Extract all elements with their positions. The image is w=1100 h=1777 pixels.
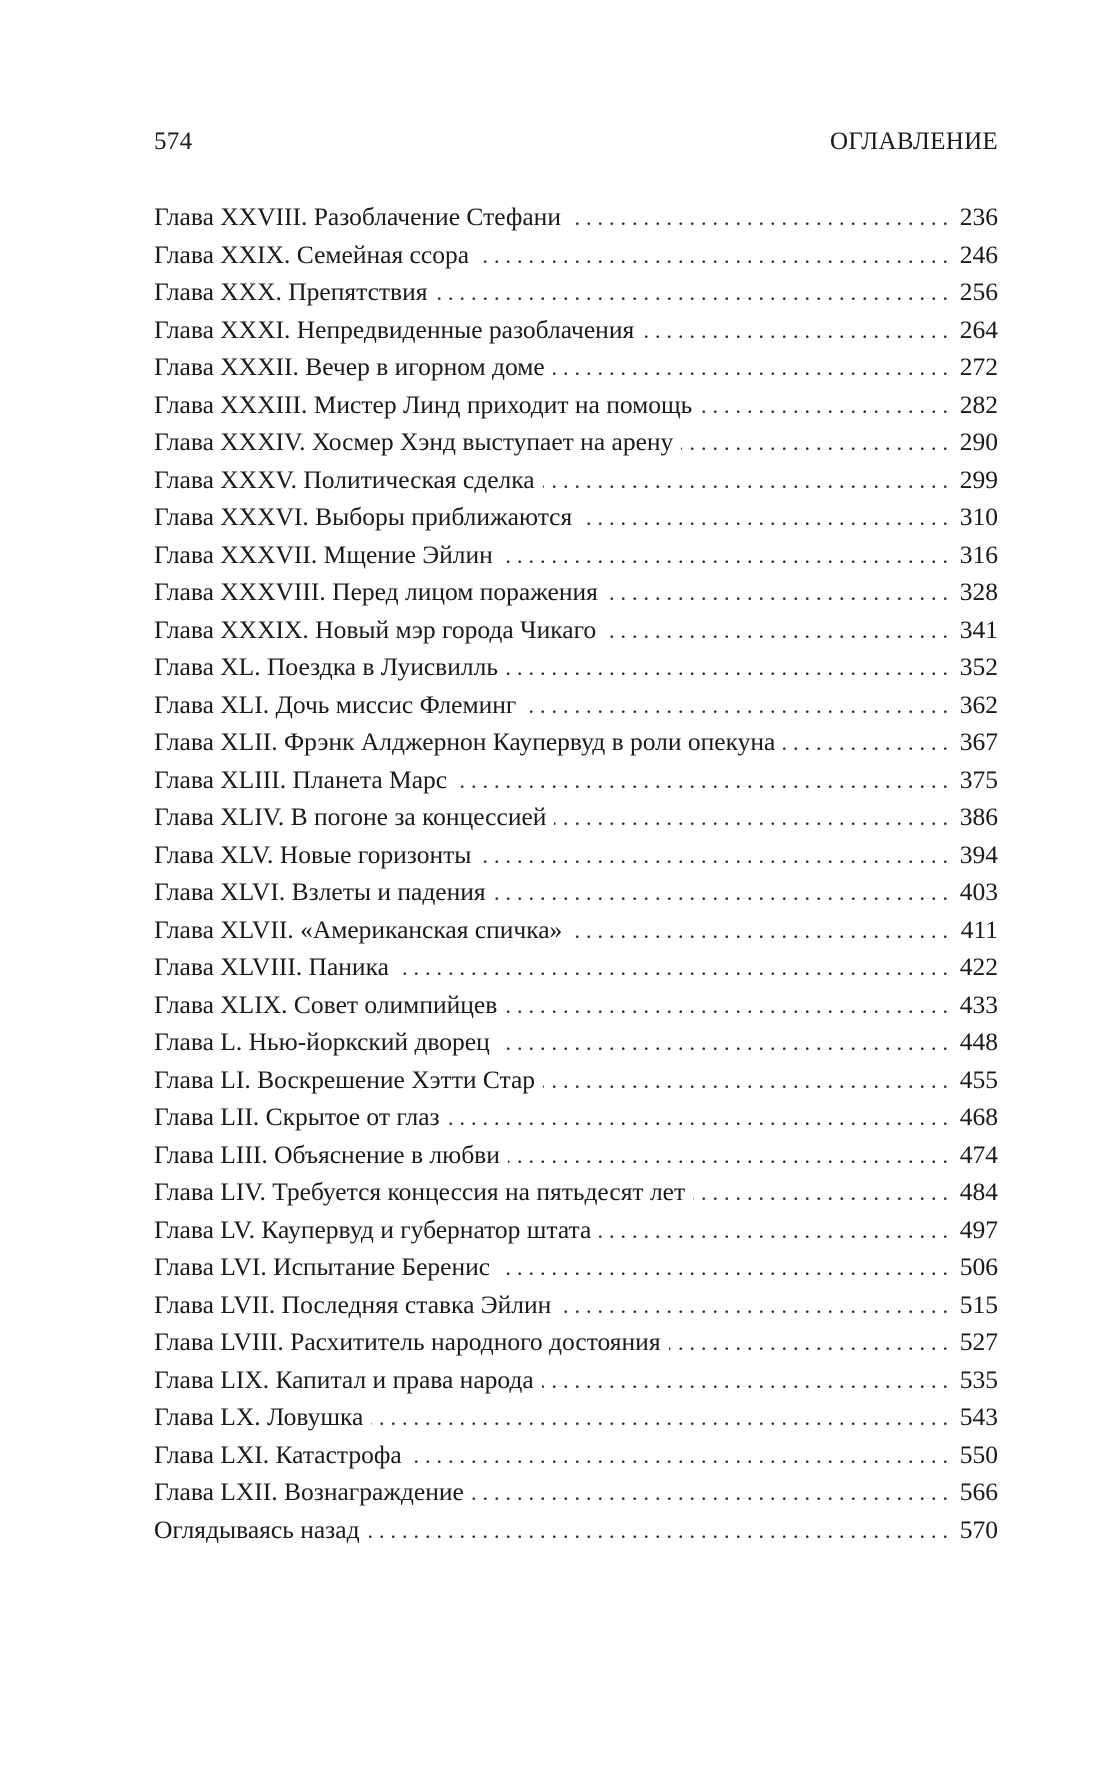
- toc-entry-title: Глава XL. Поездка в Луисвилль: [154, 652, 498, 681]
- dot-leader: [783, 724, 948, 762]
- dot-leader: [700, 387, 948, 425]
- toc-entry: [154, 1061, 998, 1099]
- toc-entry-title: Глава LIII. Объяснение в любви: [154, 1139, 500, 1169]
- toc-entry-title: Глава XLIV. В погоне за концессией: [154, 802, 547, 831]
- toc-entry-title: Глава XLVI. Взлеты и падения: [154, 877, 486, 906]
- toc-entry-title: Глава XLII. Фрэнк Алджернон Каупервуд в роли опекуна: [154, 727, 776, 756]
- toc-entry-page: 422: [959, 952, 998, 981]
- toc-entry-title: Глава XXXIII. Мистер Линд приходит на помощь: [154, 389, 693, 419]
- toc-entry: [154, 1511, 998, 1549]
- dot-leader: [599, 1212, 948, 1250]
- toc-entry: [154, 498, 998, 536]
- toc-entry-page: 550: [959, 1439, 998, 1469]
- toc-entry-title: Глава LVIII. Расхититель народного достояния: [154, 1327, 661, 1356]
- dot-leader: [498, 1249, 948, 1287]
- dot-leader: [542, 1362, 948, 1400]
- toc-entry-page: 455: [959, 1064, 998, 1094]
- toc-entry: [154, 573, 998, 611]
- toc-entry-title: Оглядываясь назад: [154, 1514, 360, 1544]
- dot-leader: [569, 199, 948, 237]
- toc-entry-title: Глава LXI. Катастрофа: [154, 1439, 402, 1469]
- toc-entry-page: 448: [959, 1027, 998, 1056]
- toc-entry-page: 386: [959, 802, 998, 831]
- toc-entry-title: Глава L. Нью-йоркский дворец: [154, 1027, 490, 1056]
- toc-entry-page: 433: [959, 989, 998, 1019]
- toc-entry: [154, 386, 998, 424]
- dot-leader: [479, 837, 948, 875]
- dot-leader: [553, 349, 948, 387]
- toc-entry: [154, 273, 998, 311]
- toc-entry-page: 367: [959, 727, 998, 756]
- running-title: ОГЛАВЛЕНИЕ: [830, 128, 998, 155]
- dot-leader: [455, 762, 948, 800]
- toc-entry: [154, 1136, 998, 1174]
- toc-entry-title: Глава LIX. Капитал и права народа: [154, 1364, 534, 1394]
- toc-entry: [154, 1098, 998, 1136]
- toc-entry-page: 352: [959, 652, 998, 681]
- toc-entry: [154, 1173, 998, 1211]
- dot-leader: [397, 949, 948, 987]
- dot-leader: [501, 537, 948, 575]
- toc-entry: [154, 1248, 998, 1286]
- dot-leader: [371, 1399, 948, 1437]
- toc-entry: [154, 536, 998, 574]
- dot-leader: [604, 612, 948, 650]
- toc-entry-title: Глава LI. Воскрешение Хэтти Стар: [154, 1064, 536, 1094]
- toc-entry: [154, 686, 998, 724]
- toc-entry-page: 411: [960, 914, 998, 944]
- toc-entry-title: Глава LVI. Испытание Беренис: [154, 1252, 491, 1281]
- toc-entry-title: Глава XLI. Дочь миссис Флеминг: [154, 689, 517, 719]
- dot-leader: [508, 1137, 948, 1175]
- dot-leader: [410, 1437, 948, 1475]
- toc-entry-title: Глава XXX. Препятствия: [154, 277, 428, 306]
- dot-leader: [580, 499, 948, 537]
- toc-entry: [154, 873, 998, 911]
- toc-entry-page: 264: [959, 314, 998, 344]
- toc-entry-page: 290: [959, 427, 998, 456]
- toc-entry-title: Глава XXXII. Вечер в игорном доме: [154, 352, 545, 381]
- toc-entry: [154, 1211, 998, 1249]
- dot-leader: [524, 687, 948, 725]
- dot-leader: [498, 1024, 948, 1062]
- toc-entry-title: Глава LIV. Требуется концессия на пятьдесят лет: [154, 1177, 686, 1206]
- dot-leader: [435, 274, 948, 312]
- toc-entry: [154, 911, 998, 949]
- toc-entry-title: Глава LX. Ловушка: [154, 1402, 364, 1431]
- toc-entry-title: Глава XXXIX. Новый мэр города Чикаго: [154, 614, 597, 644]
- toc-entry-page: 484: [959, 1177, 998, 1206]
- toc-entry-title: Глава XXXV. Политическая сделка: [154, 464, 535, 494]
- dot-leader: [477, 237, 948, 275]
- toc-entry-page: 310: [959, 502, 998, 531]
- toc-entry: [154, 836, 998, 874]
- toc-entry-page: 543: [959, 1402, 998, 1431]
- toc-entry-page: 506: [959, 1252, 998, 1281]
- dot-leader: [554, 799, 948, 837]
- toc-entry-page: 328: [959, 577, 998, 606]
- toc-entry-title: Глава XXXI. Непредвиденные разоблачения: [154, 314, 635, 344]
- toc-entry-page: 282: [959, 389, 998, 419]
- dot-leader: [570, 912, 948, 950]
- dot-leader: [559, 1287, 948, 1325]
- toc-entry-title: Глава XXXVIII. Перед лицом поражения: [154, 577, 598, 606]
- toc-entry-page: 474: [959, 1139, 998, 1169]
- dot-leader: [543, 462, 948, 500]
- dot-leader: [642, 312, 948, 350]
- dot-leader: [681, 424, 948, 462]
- toc-entry-title: Глава LVII. Последняя ставка Эйлин: [154, 1289, 552, 1319]
- toc-entry-title: Глава LXII. Вознаграждение: [154, 1477, 464, 1506]
- toc-entry: [154, 1436, 998, 1474]
- dot-leader: [368, 1512, 948, 1550]
- dot-leader: [472, 1474, 948, 1512]
- toc-entry: [154, 1323, 998, 1361]
- toc-entry-page: 515: [959, 1289, 998, 1319]
- toc-entry: [154, 1361, 998, 1399]
- toc-entry-title: Глава XLIX. Совет олимпийцев: [154, 989, 498, 1019]
- toc-entry: [154, 986, 998, 1024]
- toc-entry: [154, 611, 998, 649]
- dot-leader: [693, 1174, 948, 1212]
- toc-entry-page: 535: [959, 1364, 998, 1394]
- dot-leader: [606, 574, 948, 612]
- toc-entry-title: Глава XLIII. Планета Марс: [154, 764, 448, 794]
- toc-entry: [154, 648, 998, 686]
- toc-entry-page: 362: [959, 689, 998, 719]
- toc-entry-page: 316: [959, 539, 998, 569]
- toc-entry-page: 527: [959, 1327, 998, 1356]
- toc-entry-title: Глава XXXVII. Мщение Эйлин: [154, 539, 493, 569]
- toc-entry: [154, 798, 998, 836]
- toc-entry: [154, 198, 998, 236]
- toc-entry: [154, 423, 998, 461]
- toc-entry-title: Глава XXVIII. Разоблачение Стефани: [154, 202, 561, 231]
- toc-entry-page: 246: [959, 239, 998, 269]
- page-number: 574: [154, 128, 193, 155]
- toc-entry: [154, 948, 998, 986]
- toc-entry-title: Глава LV. Каупервуд и губернатор штата: [154, 1214, 592, 1244]
- dot-leader: [494, 874, 948, 912]
- toc-entry-title: Глава XLVII. «Американская спичка»: [154, 914, 563, 944]
- toc-entry-page: 236: [959, 202, 998, 231]
- toc-entry-page: 403: [959, 877, 998, 906]
- toc-entry-title: Глава XXIX. Семейная ссора: [154, 239, 470, 269]
- toc-entry-page: 468: [959, 1102, 998, 1131]
- toc-entry-page: 272: [959, 352, 998, 381]
- dot-leader: [505, 987, 948, 1025]
- toc-entry: [154, 311, 998, 349]
- toc-entry-page: 256: [959, 277, 998, 306]
- toc-entry: [154, 348, 998, 386]
- table-of-contents: [154, 198, 998, 1548]
- toc-entry-title: Глава XLV. Новые горизонты: [154, 839, 472, 869]
- toc-entry: [154, 1473, 998, 1511]
- toc-entry-title: Глава LII. Скрытое от глаз: [154, 1102, 440, 1131]
- toc-entry: [154, 1023, 998, 1061]
- toc-entry-title: Глава XXXIV. Хосмер Хэнд выступает на арену: [154, 427, 674, 456]
- toc-entry-page: 566: [959, 1477, 998, 1506]
- toc-entry-page: 299: [959, 464, 998, 494]
- toc-entry: [154, 761, 998, 799]
- dot-leader: [543, 1062, 948, 1100]
- toc-entry-page: 341: [959, 614, 998, 644]
- toc-entry-page: 375: [959, 764, 998, 794]
- dot-leader: [448, 1099, 948, 1137]
- toc-entry-page: 570: [959, 1514, 998, 1544]
- toc-entry-title: Глава XLVIII. Паника: [154, 952, 389, 981]
- toc-entry-title: Глава XXXVI. Выборы приближаются: [154, 502, 573, 531]
- toc-entry: [154, 723, 998, 761]
- toc-entry: [154, 236, 998, 274]
- toc-entry: [154, 1286, 998, 1324]
- toc-entry-page: 497: [959, 1214, 998, 1244]
- toc-entry-page: 394: [959, 839, 998, 869]
- dot-leader: [669, 1324, 948, 1362]
- toc-entry: [154, 461, 998, 499]
- dot-leader: [506, 649, 948, 687]
- toc-entry: [154, 1398, 998, 1436]
- running-head: [154, 128, 998, 162]
